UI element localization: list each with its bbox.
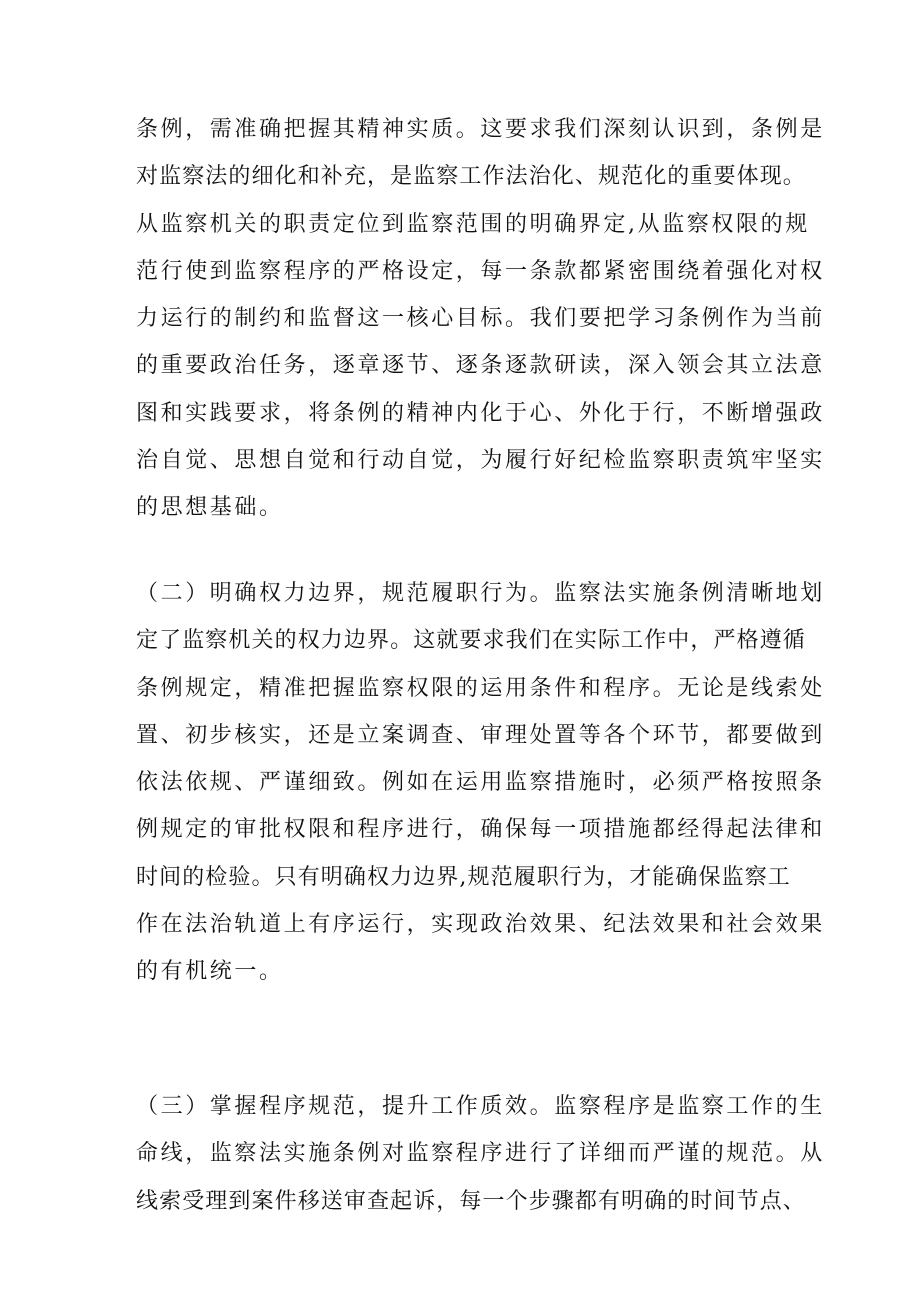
text-line: （三）掌握程序规范，提升工作质效。监察程序是监察工作的生 [136,1094,825,1119]
text-line: 线索受理到案件移送审查起诉，每一个步骤都有明确的时间节点、 [136,1188,806,1214]
text-line: （二）明确权力边界，规范履职行为。监察法实施条例清晰地划 [136,581,825,606]
text-line: 的有机统一。 [136,959,284,985]
text-line: 对监察法的细化和补充，是监察工作法治化、规范化的重要体现。 [136,164,806,190]
text-line: 条例，需准确把握其精神实质。这要求我们深刻认识到，条例是 [136,117,825,142]
text-line: 范行使到监察程序的严格设定，每一条款都紧密围绕着强化对权 [136,258,825,284]
text-line: 治自觉、思想自觉和行动自觉，为履行好纪检监察职责筑牢坚实 [136,448,825,474]
text-line: 的重要政治任务，逐章逐节、逐条逐款研读，深入领会其立法意 [136,353,825,379]
text-line: 时间的检验。只有明确权力边界,规范履职行为，才能确保监察工 [136,864,791,890]
text-line: 图和实践要求，将条例的精神内化于心、外化于行，不断增强政 [136,400,825,426]
text-line: 例规定的审批权限和程序进行，确保每一项措施都经得起法律和 [136,817,825,843]
paragraph-1 [136,106,825,532]
paragraph-3 [136,1083,825,1225]
text-line: 力运行的制约和监督这一核心目标。我们要把学习条例作为当前 [136,306,825,332]
paragraph-2 [136,570,825,996]
text-line: 条例规定，精准把握监察权限的运用条件和程序。无论是线索处 [136,675,825,701]
text-line: 的思想基础。 [136,495,284,521]
text-line: 命线，监察法实施条例对监察程序进行了详细而严谨的规范。从 [136,1141,825,1167]
text-line: 从监察机关的职责定位到监察范围的明确界定,从监察权限的规 [136,211,810,237]
text-line: 置、初步核实，还是立案调查、审理处置等各个环节，都要做到 [136,722,825,748]
text-line: 作在法治轨道上有序运行，实现政治效果、纪法效果和社会效果 [136,912,825,938]
text-line: 定了监察机关的权力边界。这就要求我们在实际工作中，严格遵循 [136,628,806,654]
text-line: 依法依规、严谨细致。例如在运用监察措施时，必须严格按照条 [136,770,825,796]
